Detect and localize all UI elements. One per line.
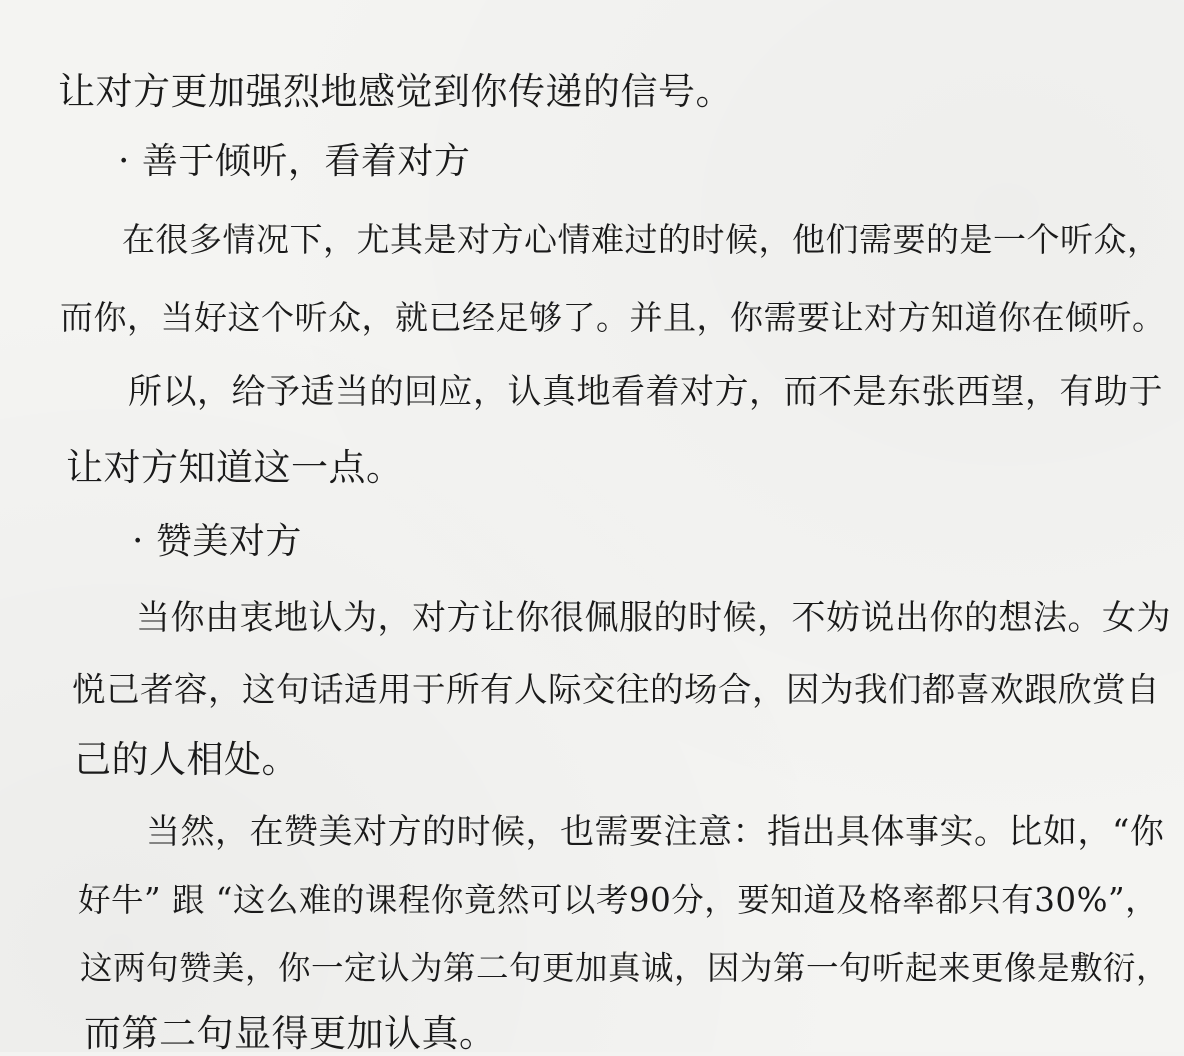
bullet-heading-praise: · 赞美对方 (132, 521, 302, 562)
text-line: 当然，在赞美对方的时候，也需要注意：指出具体事实。比如，“你 (146, 812, 1165, 852)
text-line: 而你，当好这个听众，就已经足够了。并且，你需要让对方知道你在倾听。 (60, 298, 1166, 337)
text-line: 悦己者容，这句话适用于所有人际交往的场合，因为我们都喜欢跟欣赏自 (72, 670, 1160, 709)
text-line: 而第二句显得更加认真。 (84, 1012, 497, 1055)
text-line: 让对方知道这一点。 (66, 446, 404, 489)
text-line: 所以，给予适当的回应，认真地看着对方，而不是东张西望，有助于 (128, 372, 1163, 412)
bullet-heading-listen: · 善于倾听，看着对方 (118, 141, 471, 182)
text-line: 在很多情况下，尤其是对方心情难过的时候，他们需要的是一个听众， (122, 220, 1161, 259)
text-line: 当你由衷地认为，对方让你很佩服的时候，不妨说出你的想法。女为 (136, 598, 1171, 638)
text-line: 让对方更加强烈地感觉到你传递的信号。 (58, 70, 733, 113)
text-line: 己的人相处。 (74, 738, 299, 781)
text-line: 这两句赞美，你一定认为第二句更加真诚，因为第一句听起来更像是敷衍， (80, 949, 1170, 987)
text-line: 好牛” 跟 “这么难的课程你竟然可以考90分，要知道及格率都只有30%”， (78, 881, 1159, 919)
